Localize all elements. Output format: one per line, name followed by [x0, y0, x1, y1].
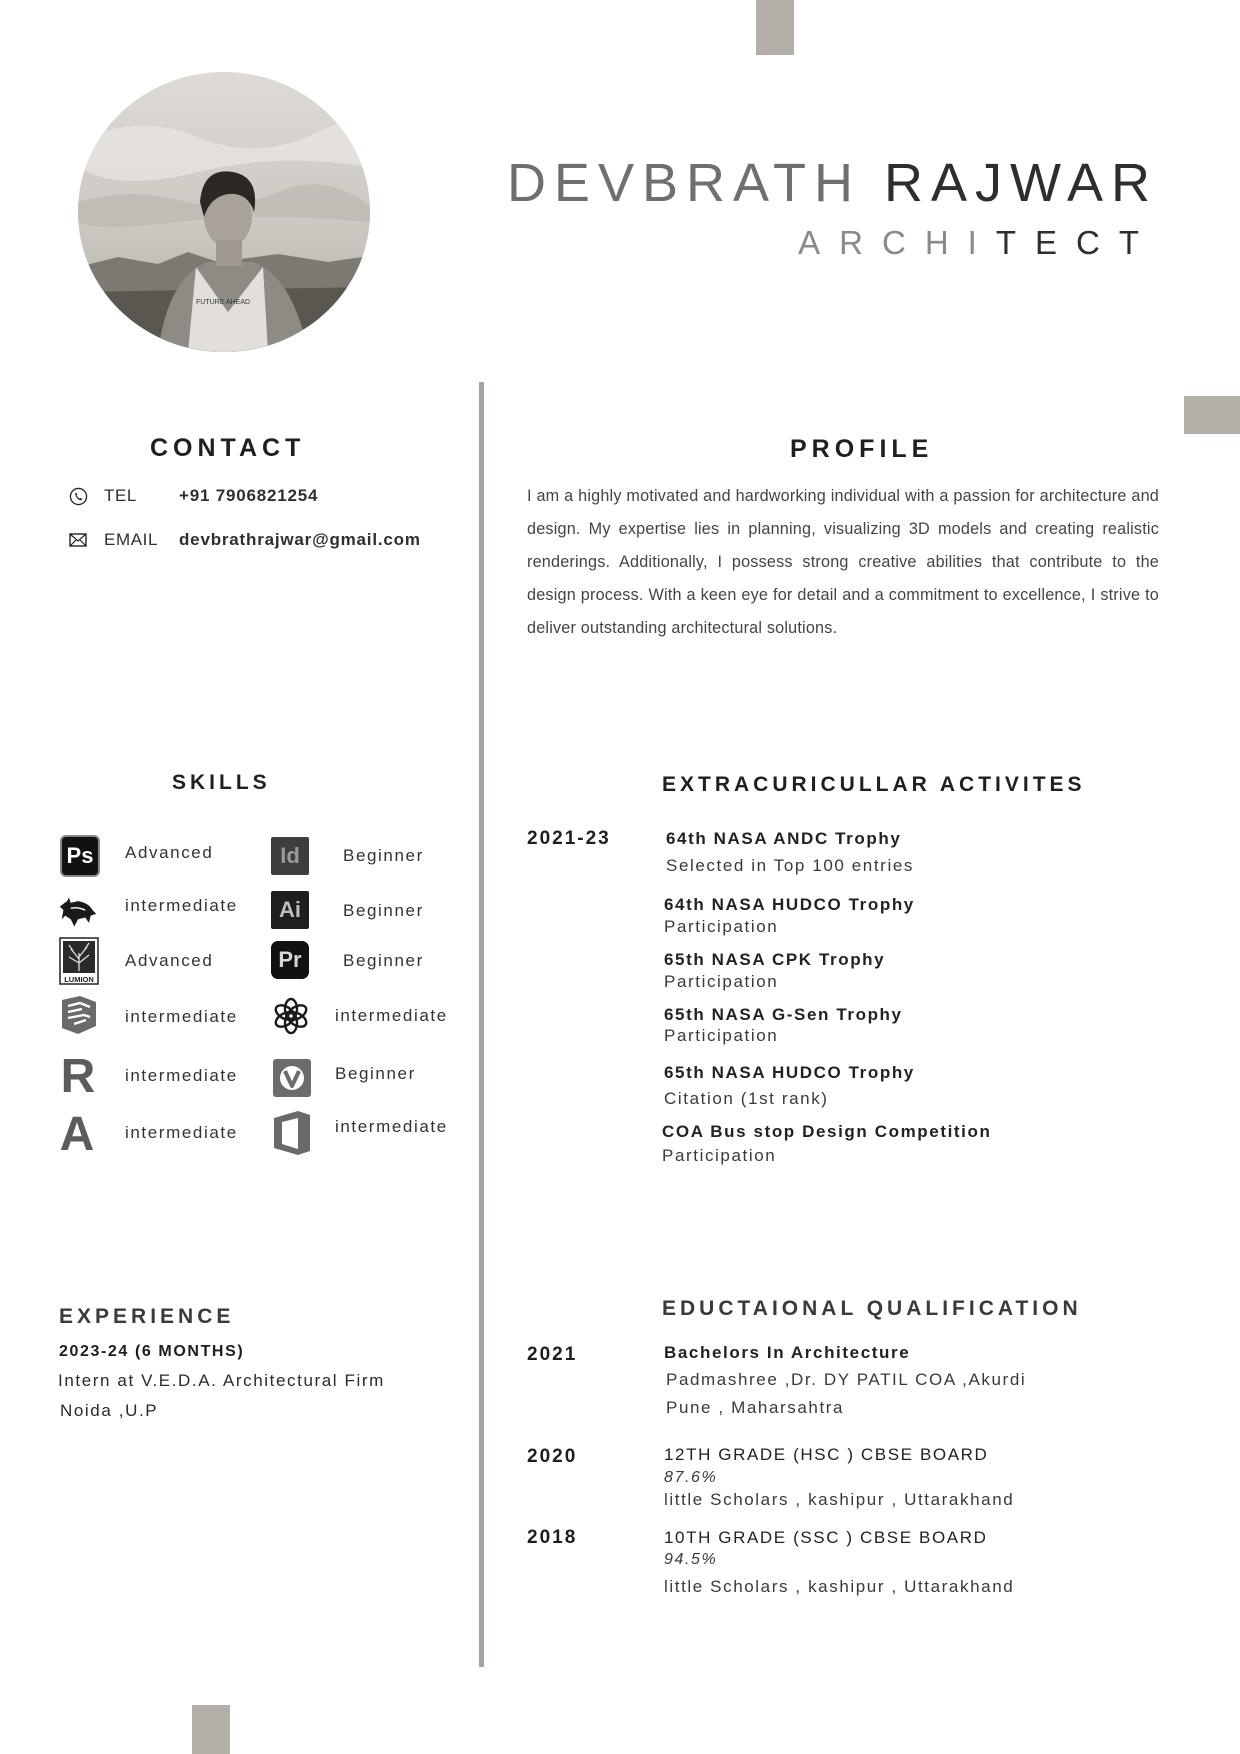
profile-text: I am a highly motivated and hardworking individual with a passion for architecture and design. My expertise lies in planning, visualizing 3D models and creating realistic renderings. Additionally, I possess strong creative abilities that contribute to the design process. With a keen eye for detail and a commitment to excellence, I strive to deliver outstanding architectural solutions.	[527, 487, 1159, 637]
profile-photo	[78, 72, 370, 352]
education-school: little Scholars , kashipur , Uttarakhand	[664, 1490, 1015, 1509]
activity-detail: Citation (1st rank)	[664, 1089, 829, 1108]
skill-level-sketchup: intermediate	[125, 1007, 238, 1026]
job-title	[798, 224, 1158, 262]
job-title-part1: ARCHI	[798, 224, 996, 261]
experience-role: Intern at V.E.D.A. Architectural Firm	[58, 1371, 385, 1390]
education-institute: Padmashree ,Dr. DY PATIL COA ,Akurdi	[666, 1370, 1027, 1389]
activity-detail: Participation	[664, 917, 779, 936]
rhino-icon	[58, 892, 98, 932]
premiere-glyph: Pr	[278, 947, 302, 972]
skill-level-revit: intermediate	[125, 1066, 238, 1085]
photoshop-icon	[60, 836, 100, 876]
extracurricular-year: 2021-23	[527, 828, 611, 849]
revit-glyph: R	[60, 1050, 96, 1103]
tel-value[interactable]: +91 7906821254	[179, 486, 319, 505]
column-divider	[479, 382, 484, 1667]
education-degree: 12TH GRADE (HSC ) CBSE BOARD	[664, 1445, 989, 1464]
lumion-glyph: LUMION	[64, 975, 94, 984]
revit-icon	[58, 1050, 98, 1103]
extracurricular-heading: EXTRACURICULLAR ACTIVITES	[662, 773, 1086, 796]
job-title-part2: TECT	[995, 224, 1158, 261]
skill-level-rhino: intermediate	[125, 896, 238, 915]
education-degree: 10TH GRADE (SSC ) CBSE BOARD	[664, 1528, 988, 1547]
autocad-icon	[57, 1108, 97, 1161]
education-degree: Bachelors In Architecture	[664, 1343, 911, 1362]
skill-level-vray: Beginner	[335, 1064, 416, 1083]
indesign-glyph: Id	[280, 843, 300, 868]
education-school: little Scholars , kashipur , Uttarakhand	[664, 1577, 1015, 1596]
vray-icon	[272, 1058, 312, 1098]
activity-detail: Participation	[662, 1146, 777, 1165]
decor-block-top	[756, 0, 794, 55]
skill-level-autocad: intermediate	[125, 1123, 238, 1142]
contact-heading: CONTACT	[150, 434, 306, 462]
experience-period: 2023-24 (6 MONTHS)	[59, 1343, 245, 1360]
skill-level-office: intermediate	[335, 1117, 448, 1136]
indesign-icon	[270, 836, 310, 876]
first-name: DEVBRATH	[506, 153, 861, 213]
education-score: 94.5%	[664, 1551, 718, 1568]
premiere-icon	[270, 940, 310, 980]
skill-level-photoshop: Advanced	[125, 843, 214, 862]
activity-detail: Selected in Top 100 entries	[666, 856, 914, 875]
email-value[interactable]: devbrathrajwar@gmail.com	[179, 530, 421, 549]
education-year: 2018	[527, 1527, 578, 1548]
illustrator-icon	[270, 890, 310, 930]
lumion-icon	[59, 937, 99, 985]
decor-block-right	[1184, 396, 1240, 434]
skill-level-illustrator: Beginner	[343, 901, 424, 920]
sketchup-icon	[59, 996, 99, 1036]
mail-icon	[68, 530, 88, 550]
activity-title: COA Bus stop Design Competition	[662, 1122, 992, 1141]
phone-icon	[68, 486, 88, 506]
candidate-name	[507, 152, 1158, 214]
activity-title: 64th NASA ANDC Trophy	[666, 829, 902, 848]
education-year: 2020	[527, 1446, 578, 1467]
education-year: 2021	[527, 1344, 578, 1365]
education-location: Pune , Maharsahtra	[666, 1398, 845, 1417]
experience-heading: EXPERIENCE	[59, 1305, 235, 1328]
activity-title: 65th NASA HUDCO Trophy	[664, 1063, 915, 1082]
openai-icon	[271, 996, 311, 1036]
last-name: RAJWAR	[884, 153, 1158, 213]
skill-level-lumion: Advanced	[125, 951, 214, 970]
activity-title: 65th NASA G-Sen Trophy	[664, 1005, 903, 1024]
skill-level-indesign: Beginner	[343, 846, 424, 865]
shirt-print: FUTURE AHEAD	[196, 299, 251, 306]
activity-detail: Participation	[664, 1026, 779, 1045]
decor-block-bottom	[192, 1705, 230, 1754]
activity-title: 64th NASA HUDCO Trophy	[664, 895, 915, 914]
tel-label: TEL	[104, 486, 137, 505]
skill-level-premiere: Beginner	[343, 951, 424, 970]
education-heading: EDUCTAIONAL QUALIFICATION	[662, 1297, 1082, 1320]
activity-title: 65th NASA CPK Trophy	[664, 950, 886, 969]
skill-level-openai: intermediate	[335, 1006, 448, 1025]
contact-tel-row	[68, 486, 318, 506]
profile-heading: PROFILE	[790, 435, 934, 463]
office-icon	[272, 1110, 312, 1156]
email-label: EMAIL	[104, 530, 159, 549]
illustrator-glyph: Ai	[279, 897, 301, 922]
autocad-glyph: A	[59, 1108, 95, 1161]
photoshop-glyph: Ps	[66, 843, 94, 868]
contact-email-row	[68, 530, 421, 550]
skills-heading: SKILLS	[172, 771, 271, 794]
education-score: 87.6%	[664, 1469, 718, 1486]
experience-location: Noida ,U.P	[60, 1401, 159, 1420]
activity-detail: Participation	[664, 972, 779, 991]
